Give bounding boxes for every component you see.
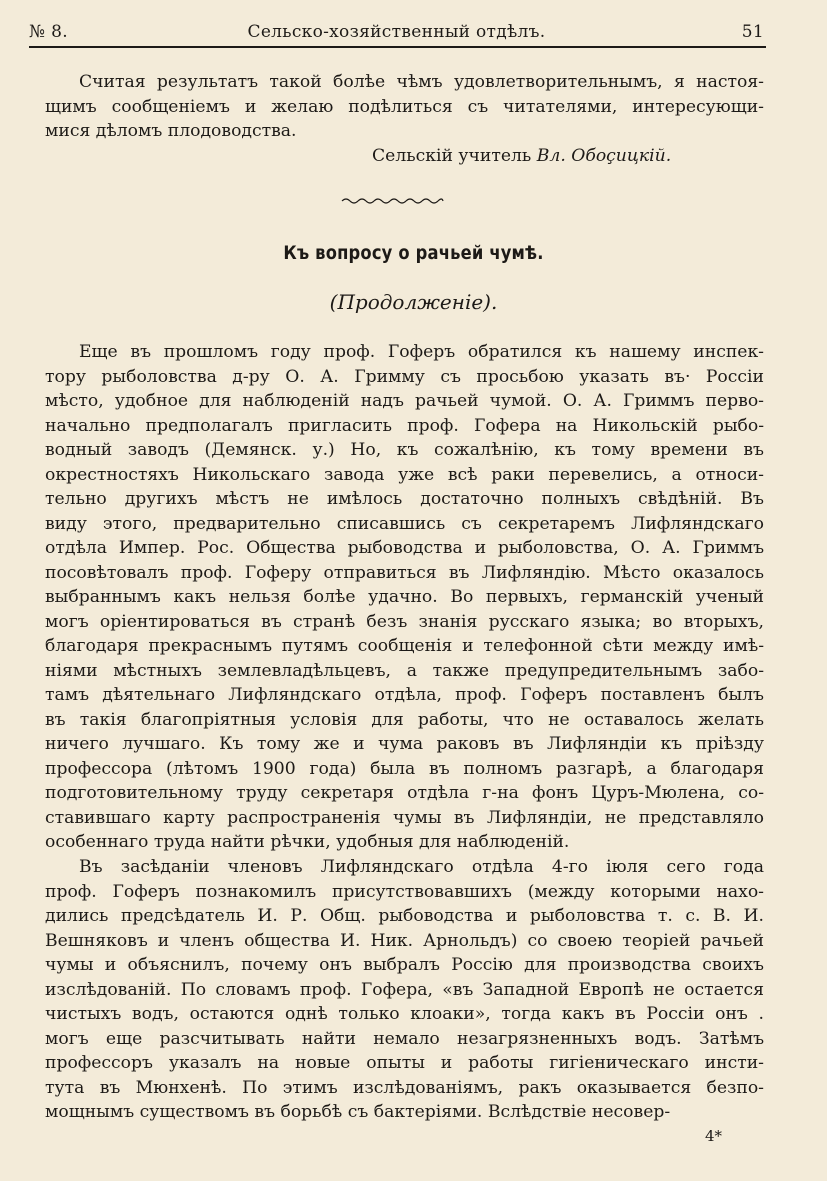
article-paragraph-2 [45,855,764,1125]
article-paragraph-1 [45,340,764,855]
text-line: тельно другихъ мѣстъ не имѣлось достаточно полныхъ свѣдѣній. Въ [45,489,764,509]
text-line: окрестностяхъ Никольскаго завода уже всѣ раки перевелись, а относи- [45,464,764,485]
text-line: проф. Гоферъ познакомилъ присутствовавшихъ (между которыми нахо- [45,881,764,902]
text-line: выбраннымъ какъ нельзя болѣе удачно. Во первыхъ, германскій ученый [45,587,764,607]
text-line: отдѣла Импер. Рос. Общества рыбоводства и рыболовства, О. А. Гриммъ [45,538,764,558]
text-line: могъ еще разсчитывать найти немало незагрязненныхъ водъ. Затѣмъ [45,1028,764,1049]
text-line: могъ оріентироваться въ странѣ безъ знанія русскаго языка; во вторыхъ, [45,611,764,632]
text-line: Еще въ прошломъ году проф. Гоферъ обратился къ нашему инспек- [79,342,764,362]
issue-number: № 8. [29,22,68,42]
running-head [29,20,764,46]
section-title: Сельско-хозяйственный отдѣлъ. [247,22,546,42]
text-line: Считая результатъ такой болѣе чѣмъ удовлетворительнымъ, я настоя- [79,72,764,92]
text-line: мися дѣломъ плодоводства. [45,121,297,141]
text-line: тамъ дѣятельнаго Лифляндскаго отдѣла, проф. Гоферъ поставленъ былъ [45,685,764,705]
printer-signature-mark: 4* [705,1127,723,1145]
text-line: начально предполагалъ пригласить проф. Гофера на Никольскій рыбо- [45,415,764,436]
author-signature [372,146,671,166]
text-line: тору рыболовства д-ру О. А. Гримму съ просьбою указать въ· Россіи [45,366,764,387]
text-line: ніями мѣстныхъ землевладѣльцевъ, а также предупредительнымъ забо- [45,660,764,681]
text-line: профессора (лѣтомъ 1900 года) была въ полномъ разгарѣ, а благодаря [45,758,764,779]
signature-name: Вл. Обоçицкій. [536,146,672,166]
text-line: посовѣтовалъ проф. Гоферу отправиться въ Лифляндію. Мѣсто оказалось [45,562,764,583]
text-line: изслѣдованій. По словамъ проф. Гофера, «въ Западной Европѣ не остается [45,979,764,1000]
text-line: щимъ сообщеніемъ и желаю подѣлиться съ читателями, интересующи- [45,96,764,117]
text-line: ставившаго карту распространенія чумы въ Лифляндіи, не представляло [45,807,764,828]
text-line: чистыхъ водъ, остаются однѣ только клоаки», тогда какъ въ Россіи онъ . [45,1004,764,1024]
text-line: чумы и объяснилъ, почему онъ выбралъ Россію для производства своихъ [45,955,764,975]
wavy-divider-ornament [340,196,445,206]
article-title: Къ вопросу о рачьей чумѣ. [283,242,544,264]
page-number: 51 [741,22,764,42]
text-line: мощнымъ существомъ въ борьбѣ съ бактеріями. Вслѣдствіе несовер- [45,1102,671,1122]
text-line: дились предсѣдатель И. Р. Общ. рыбоводства и рыболовства т. с. В. И. [45,906,764,926]
text-line: Вешняковъ и членъ общества И. Ник. Арнольдъ) со своею теоріей рачьей [45,930,764,951]
article-subtitle: (Продолженіе). [329,290,498,314]
text-line: въ такія благопріятныя условія для работы, что не оставалось желать [45,709,764,730]
text-line: тута въ Мюнхенѣ. По этимъ изслѣдованіямъ, ракъ оказывается безпо- [45,1077,764,1098]
text-line: водный заводъ (Демянск. у.) Но, къ сожалѣнію, къ тому времени въ [45,440,764,460]
text-line: виду этого, предварительно списавшись съ секретаремъ Лифляндскаго [45,513,764,534]
text-line: подготовительному труду секретаря отдѣла г-на фонъ Цуръ-Мюлена, со- [45,783,764,803]
text-line: Въ засѣданіи членовъ Лифляндскаго отдѣла 4-го іюля сего года [79,857,764,877]
header-rule [29,46,766,48]
text-line: ничего лучшаго. Къ тому же и чума раковъ въ Лифляндіи къ пріѣзду [45,734,764,754]
text-line: благодаря прекраснымъ путямъ сообщенія и телефонной сѣти между имѣ- [45,636,764,656]
text-line: профессоръ указалъ на новые опыты и работы гигіеническаго инсти- [45,1053,764,1073]
intro-paragraph [45,70,764,144]
signature-prefix: Сельскій учитель [372,146,532,166]
text-line: мѣсто, удобное для наблюденій надъ рачьей чумой. О. А. Гриммъ перво- [45,391,764,411]
text-line: особеннаго труда найти рѣчки, удобныя для наблюденій. [45,832,570,852]
